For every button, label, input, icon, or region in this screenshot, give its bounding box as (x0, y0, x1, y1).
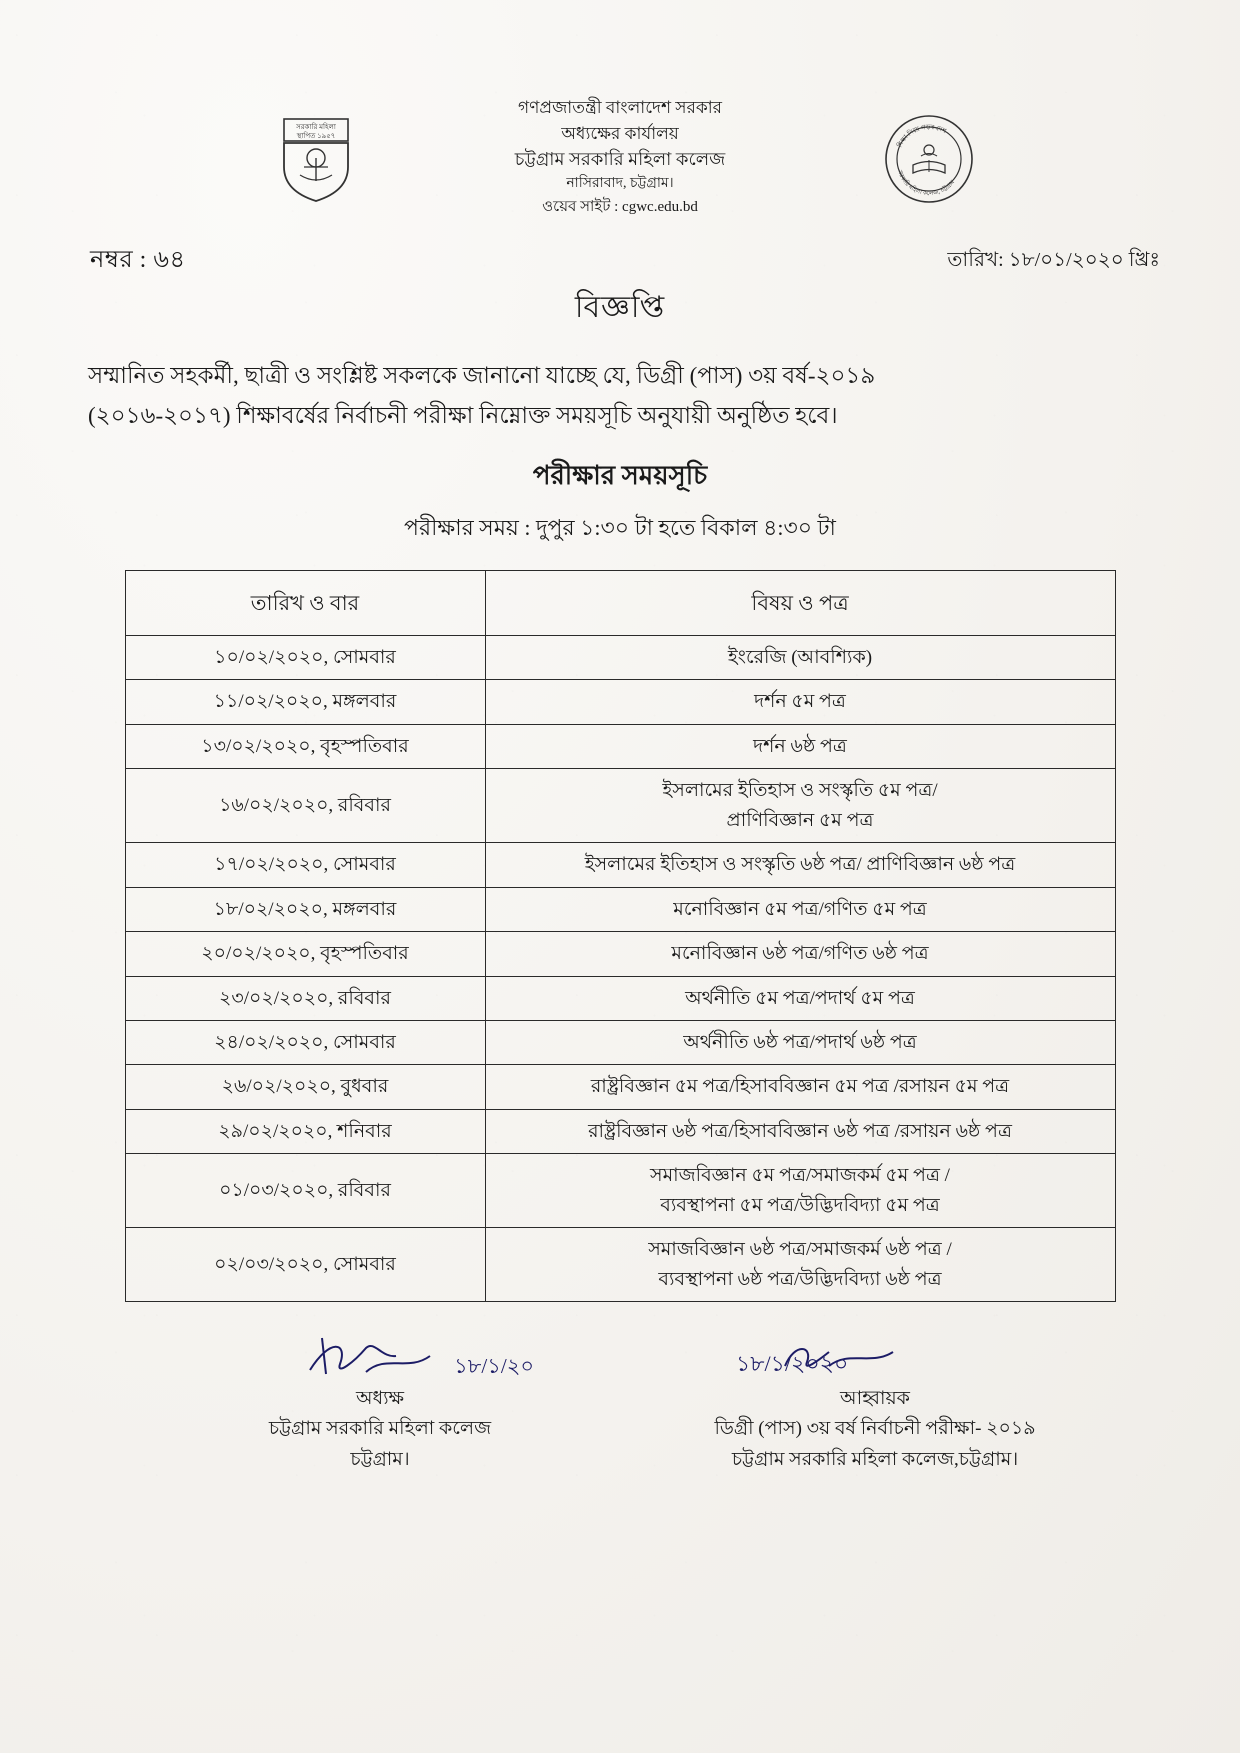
cell-subject-line-1: রাষ্ট্রবিজ্ঞান ৫ম পত্র/হিসাববিজ্ঞান ৫ম পত্র /রসায়ন ৫ম পত্র (590, 1076, 1010, 1098)
website-line: ওয়েব সাইট : cgwc.edu.bd (542, 199, 698, 215)
document-content (70, 95, 1170, 1522)
document-header (70, 95, 1170, 235)
cell-subject (485, 769, 1115, 843)
cell-subject (485, 724, 1115, 768)
cell-subject-line-1: রাষ্ট্রবিজ্ঞান ৬ষ্ঠ পত্র/হিসাববিজ্ঞান ৬ষ্ঠ পত্র /রসায়ন ৬ষ্ঠ পত্র (588, 1120, 1012, 1142)
cell-date: ১৮/০২/২০২০, মঙ্গলবার (125, 887, 485, 931)
office-line: অধ্যক্ষের কার্যালয় (561, 123, 679, 143)
table-row (125, 1109, 1115, 1153)
convener-exam-line: ডিগ্রী (পাস) ৩য় বর্ষ নির্বাচনী পরীক্ষা- ২০১৯ (714, 1418, 1036, 1440)
cell-subject-line-2: ব্যবস্থাপনা ৬ষ্ঠ পত্র/উদ্ভিদবিদ্যা ৬ষ্ঠ পত্র (658, 1268, 942, 1290)
memo-meta-row (70, 241, 1170, 281)
svg-text:স্থাপিত ১৯৫৭: স্থাপিত ১৯৫৭ (296, 132, 336, 140)
cell-subject-line-1: ইসলামের ইতিহাস ও সংস্কৃতি ৫ম পত্র/ (662, 780, 938, 802)
signature-area (70, 1332, 1170, 1522)
cell-subject (485, 887, 1115, 931)
cell-date: ১০/০২/২০২০, সোমবার (125, 636, 485, 680)
table-row (125, 1065, 1115, 1109)
cell-subject (485, 843, 1115, 887)
cell-subject-line-1: অর্থনীতি ৫ম পত্র/পদার্থ ৫ম পত্র (685, 987, 915, 1009)
cell-date: ২৪/০২/২০২০, সোমবার (125, 1020, 485, 1064)
memo-number (90, 241, 186, 281)
bangladesh-govt-seal-icon (270, 113, 362, 205)
table-row (125, 1020, 1115, 1064)
cell-subject-line-1: মনোবিজ্ঞান ৬ষ্ঠ পত্র/গণিত ৬ষ্ঠ পত্র (671, 943, 929, 965)
convener-signature-date: ১৮/১/২০২০ (736, 1351, 849, 1377)
schedule-time-line: পরীক্ষার সময় : দুপুর ১:৩০ টা হতে বিকাল ৪:৩০ টা (404, 514, 836, 540)
cell-date: ১১/০২/২০২০, মঙ্গলবার (125, 680, 485, 724)
cell-subject (485, 680, 1115, 724)
table-row (125, 1228, 1115, 1302)
cell-subject (485, 932, 1115, 976)
college-line: চট্টগ্রাম সরকারি মহিলা কলেজ (514, 149, 726, 169)
table-row (125, 976, 1115, 1020)
memo-date-value: ১৮/০১/২০২০ খ্রিঃ (1008, 249, 1160, 271)
memo-date-label: তারিখ: (947, 249, 1004, 271)
principal-city-line: চট্টগ্রাম। (350, 1448, 410, 1470)
cell-subject-line-2: ব্যবস্থাপনা ৫ম পত্র/উদ্ভিদবিদ্যা ৫ম পত্র (660, 1194, 940, 1216)
table-row (125, 887, 1115, 931)
exam-schedule-table (125, 570, 1116, 1303)
principal-role-label: অধ্যক্ষ (355, 1388, 404, 1410)
table-row (125, 769, 1115, 843)
cell-subject-line-1: সমাজবিজ্ঞান ৫ম পত্র/সমাজকর্ম ৫ম পত্র / (650, 1165, 950, 1187)
memo-number-value: ৬৪ (153, 247, 186, 273)
cell-subject-line-1: দর্শন ৫ম পত্র (754, 691, 846, 713)
notice-paragraph-line-1: সম্মানিত সহকর্মী, ছাত্রী ও সংশ্লিষ্ট সকলকে জানানো যাচ্ছে যে, ডিগ্রী (পাস) ৩য় বর্ষ-২০১৯ (88, 363, 876, 388)
cell-date: ১৭/০২/২০২০, সোমবার (125, 843, 485, 887)
cell-subject (485, 636, 1115, 680)
principal-college-line: চট্টগ্রাম সরকারি মহিলা কলেজ (268, 1418, 492, 1440)
table-row (125, 724, 1115, 768)
cell-subject-line-1: সমাজবিজ্ঞান ৬ষ্ঠ পত্র/সমাজকর্ম ৬ষ্ঠ পত্র / (648, 1239, 952, 1261)
cell-date: ২০/০২/২০২০, বৃহস্পতিবার (125, 932, 485, 976)
convener-college-line: চট্টগ্রাম সরকারি মহিলা কলেজ,চট্টগ্রাম। (731, 1448, 1019, 1470)
cell-subject-line-1: ইংরেজি (আবশ্যিক) (727, 647, 873, 669)
svg-text:সরকারি মহিলা কলেজ, চট্টগ্রাম: সরকারি মহিলা কলেজ, চট্টগ্রাম (896, 169, 957, 198)
convener-role-label: আহ্বায়ক (840, 1388, 910, 1410)
cell-date: ১৬/০২/২০২০, রবিবার (125, 769, 485, 843)
cell-date: ২৬/০২/২০২০, বুধবার (125, 1065, 485, 1109)
cell-subject-line-1: অর্থনীতি ৬ষ্ঠ পত্র/পদার্থ ৬ষ্ঠ পত্র (683, 1031, 917, 1053)
memo-date (947, 245, 1160, 278)
table-header-row (125, 570, 1115, 636)
principal-signature-date: ১৮/১/২০ (454, 1354, 534, 1379)
cell-subject-line-1: ইসলামের ইতিহাস ও সংস্কৃতি ৬ষ্ঠ পত্র/ প্রাণিবিজ্ঞান ৬ষ্ঠ পত্র (584, 854, 1016, 876)
address-line: নাসিরাবাদ, চট্টগ্রাম। (566, 176, 674, 191)
cell-date: ১৩/০২/২০২০, বৃহস্পতিবার (125, 724, 485, 768)
college-logo-seal-icon (883, 113, 975, 205)
header-text-block (70, 95, 1170, 219)
cell-subject-line-2: প্রাণিবিজ্ঞান ৫ম পত্র (726, 809, 874, 831)
table-row (125, 843, 1115, 887)
cell-date: ০১/০৩/২০২০, রবিবার (125, 1154, 485, 1228)
cell-subject (485, 1065, 1115, 1109)
convener-signature-block (640, 1332, 1110, 1475)
cell-subject (485, 1020, 1115, 1064)
notice-paragraph (70, 356, 1170, 437)
cell-date: ২৯/০২/২০২০, শনিবার (125, 1109, 485, 1153)
svg-text:শিক্ষা নিয়ে গড়ব দেশ: শিক্ষা নিয়ে গড়ব দেশ (896, 123, 948, 149)
notice-paragraph-line-2: (২০১৬-২০১৭) শিক্ষাবর্ষের নির্বাচনী পরীক্ষা নিম্নোক্ত সময়সূচি অনুযায়ী অনুষ্ঠিত হবে। (88, 403, 838, 429)
cell-date: ২৩/০২/২০২০, রবিবার (125, 976, 485, 1020)
principal-signature-block (200, 1332, 560, 1475)
table-row (125, 636, 1115, 680)
principal-signature-icon (200, 1332, 560, 1384)
cell-subject (485, 1154, 1115, 1228)
table-row (125, 680, 1115, 724)
cell-subject (485, 976, 1115, 1020)
cell-subject (485, 1228, 1115, 1302)
column-header-date: তারিখ ও বার (125, 570, 485, 636)
table-row (125, 1154, 1115, 1228)
page-title: বিজ্ঞপ্তি (574, 291, 666, 324)
cell-date: ০২/০৩/২০২০, সোমবার (125, 1228, 485, 1302)
memo-number-label: নম্বর : (90, 247, 147, 273)
svg-text:সরকারি মহিলা: সরকারি মহিলা (296, 123, 336, 131)
table-row (125, 932, 1115, 976)
convener-signature-icon (640, 1332, 1110, 1384)
government-line: গণপ্রজাতন্ত্রী বাংলাদেশ সরকার (517, 98, 723, 117)
column-header-subject: বিষয় ও পত্র (485, 570, 1115, 636)
cell-subject-line-1: মনোবিজ্ঞান ৫ম পত্র/গণিত ৫ম পত্র (673, 898, 927, 920)
cell-subject-line-1: দর্শন ৬ষ্ঠ পত্র (753, 735, 847, 757)
schedule-heading: পরীক্ষার সময়সূচি (532, 460, 708, 490)
cell-subject (485, 1109, 1115, 1153)
